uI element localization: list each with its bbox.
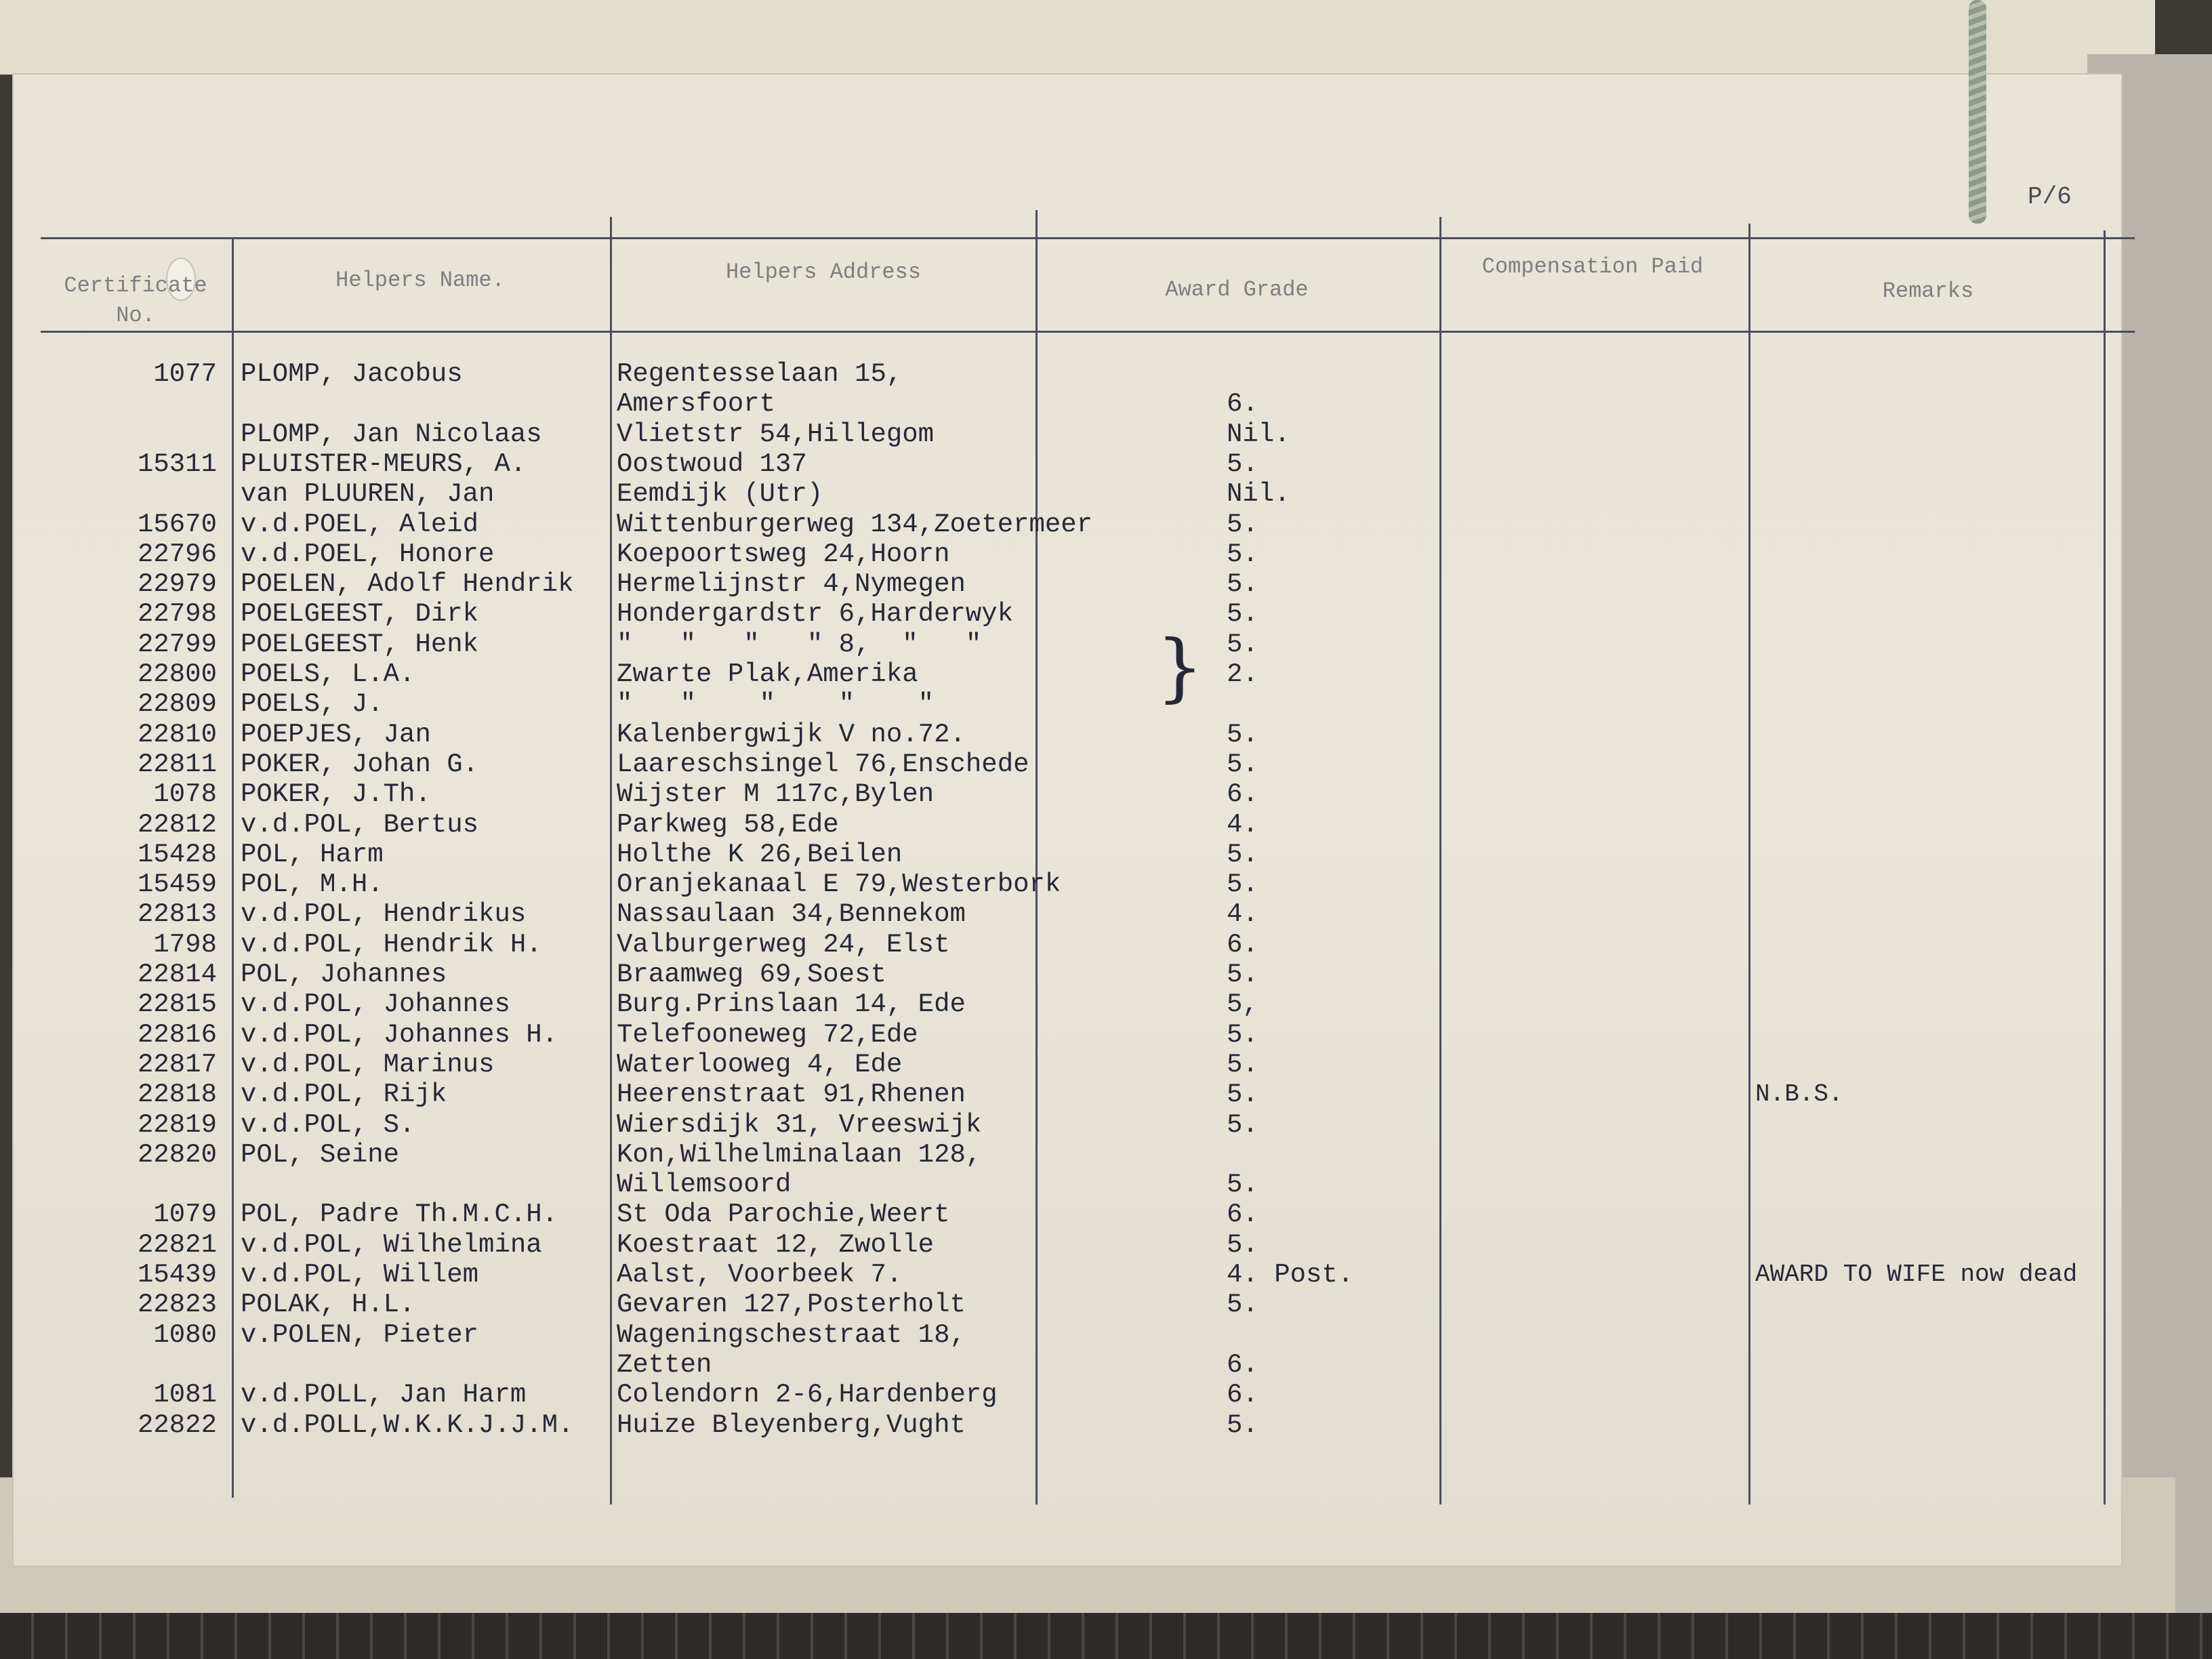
helper-address: Colendorn 2-6,Hardenberg: [617, 1380, 998, 1410]
helper-name: POELEN, Adolf Hendrik: [241, 569, 574, 600]
certificate-number: 22821: [137, 1229, 217, 1260]
helper-address: Waterlooweg 4, Ede: [617, 1049, 903, 1080]
award-grade: 6.: [1227, 1380, 1258, 1410]
helper-name: v.d.POLL,W.K.K.J.J.M.: [241, 1410, 574, 1440]
certificate-number: 22812: [137, 809, 217, 840]
award-grade: 6.: [1227, 779, 1258, 810]
remark-text: AWARD TO WIFE now dead: [1755, 1261, 2078, 1288]
award-grade: 5.: [1227, 960, 1258, 989]
certificate-number: 1080: [153, 1319, 217, 1350]
helper-name: v.d.POL, Bertus: [241, 809, 479, 840]
helper-address: Hondergardstr 6,Harderwyk: [617, 599, 1014, 630]
certificate-number: 22820: [137, 1139, 217, 1170]
page-reference: P/6: [2028, 183, 2072, 211]
helper-name: v.d.POEL, Aleid: [241, 509, 479, 539]
award-grade: 5.: [1227, 1290, 1258, 1320]
award-grade: 5.: [1227, 599, 1258, 630]
award-grade: 5.: [1227, 719, 1258, 750]
helper-name: v.d.POEL, Honore: [241, 539, 495, 569]
certificate-number: 22811: [137, 749, 217, 779]
certificate-number: 22800: [137, 659, 217, 689]
header-top-rule: [41, 237, 2135, 239]
award-grade: 5.: [1227, 869, 1258, 900]
certificate-number: 22813: [137, 899, 217, 930]
helper-address: Vlietstr 54,Hillegom: [617, 419, 935, 449]
award-grade: 5.: [1227, 1080, 1258, 1110]
certificate-number: 22817: [137, 1049, 217, 1080]
certificate-number: 1798: [153, 929, 217, 960]
header-compensation: Compensation Paid: [1481, 254, 1704, 279]
helper-address: Gevaren 127,Posterholt: [617, 1290, 966, 1320]
document-page: [14, 75, 2121, 1565]
award-grade: 4.: [1227, 899, 1258, 930]
certificate-number: 1081: [153, 1380, 217, 1410]
helper-name: v.d.POL, S.: [241, 1109, 415, 1140]
helper-name: POL, M.H.: [241, 869, 384, 900]
helper-name: POL, Harm: [241, 839, 384, 869]
award-grade: 5.: [1227, 1229, 1258, 1260]
helper-address-line2: Willemsoord: [617, 1170, 792, 1200]
award-grade: Nil.: [1227, 419, 1290, 449]
grouping-brace: }: [1156, 623, 1204, 710]
award-grade: 4.: [1227, 809, 1258, 840]
helper-name: POKER, Johan G.: [241, 749, 479, 779]
certificate-number: 22816: [137, 1019, 217, 1050]
helper-address: Regentesselaan 15,: [617, 359, 903, 389]
certificate-number: 22818: [137, 1080, 217, 1110]
certificate-number: 22815: [137, 989, 217, 1020]
helper-name: v.d.POLL, Jan Harm: [241, 1380, 527, 1410]
helper-name: POELGEEST, Henk: [241, 629, 479, 659]
helper-address: St Oda Parochie,Weert: [617, 1200, 950, 1230]
helper-address: Koestraat 12, Zwolle: [617, 1229, 935, 1260]
certificate-number: 22799: [137, 629, 217, 659]
helper-address: Telefooneweg 72,Ede: [617, 1019, 918, 1050]
helper-name: POL, Seine: [241, 1139, 400, 1170]
header-remarks: Remarks: [1882, 279, 1974, 304]
helper-address: Parkweg 58,Ede: [617, 809, 839, 840]
header-address: Helpers Address: [725, 260, 922, 285]
certificate-number: 22823: [137, 1290, 217, 1320]
helper-address: Braamweg 69,Soest: [617, 960, 886, 989]
column-divider-1: [232, 237, 234, 1498]
certificate-number: 22810: [137, 719, 217, 750]
helper-name: v.d.POL, Johannes: [241, 989, 510, 1020]
helper-name: v.POLEN, Pieter: [241, 1319, 479, 1350]
column-divider-3: [1036, 210, 1038, 1504]
helper-address: Oranjekanaal E 79,Westerbork: [617, 869, 1061, 900]
certificate-number: 22798: [137, 599, 217, 630]
helper-name: v.d.POL, Johannes H.: [241, 1019, 558, 1050]
helper-address: Wittenburgerweg 134,Zoetermeer: [617, 509, 1093, 539]
helper-address: Kon,Wilhelminalaan 128,: [617, 1139, 982, 1170]
award-grade: 5.: [1227, 1049, 1258, 1080]
helper-address: Heerenstraat 91,Rhenen: [617, 1080, 966, 1110]
helper-address: Holthe K 26,Beilen: [617, 839, 903, 869]
helper-name: van PLUUREN, Jan: [241, 479, 495, 510]
helper-name: POKER, J.Th.: [241, 779, 431, 810]
certificate-number: 15439: [137, 1260, 217, 1290]
helper-address: Oostwoud 137: [617, 449, 807, 479]
award-grade: 5.: [1227, 569, 1258, 600]
helper-name: v.d.POL, Rijk: [241, 1080, 447, 1110]
helper-address: Nassaulaan 34,Bennekom: [617, 899, 966, 930]
award-grade: 6.: [1227, 389, 1258, 419]
award-grade: 5.: [1227, 1019, 1258, 1050]
header-name: Helpers Name.: [335, 268, 505, 293]
certificate-number: 1078: [153, 779, 217, 810]
award-grade: 5,: [1227, 989, 1258, 1020]
award-grade: 6.: [1227, 929, 1258, 960]
helper-name: v.d.POL, Wilhelmina: [241, 1229, 542, 1260]
column-divider-5: [1748, 224, 1750, 1504]
helper-address: Burg.Prinslaan 14, Ede: [617, 989, 966, 1020]
award-grade: 5.: [1227, 1410, 1258, 1440]
certificate-number: 22796: [137, 539, 217, 569]
certificate-number: 1077: [153, 359, 217, 389]
helper-name: v.d.POL, Willem: [241, 1260, 479, 1290]
back-sheet-top: [0, 0, 2155, 75]
helper-name: PLOMP, Jan Nicolaas: [241, 419, 542, 449]
certificate-number: 15459: [137, 869, 217, 900]
remark-text: N.B.S.: [1755, 1080, 1843, 1109]
certificate-number: 22822: [137, 1410, 217, 1440]
certificate-number: 22819: [137, 1109, 217, 1140]
award-grade: 6.: [1227, 1200, 1258, 1230]
award-grade: 5.: [1227, 1170, 1258, 1200]
helper-address: Eemdijk (Utr): [617, 479, 823, 510]
award-grade: 4. Post.: [1227, 1260, 1354, 1290]
helper-name: POELS, L.A.: [241, 659, 415, 689]
certificate-number: 15670: [137, 509, 217, 539]
helper-address: Koepoortsweg 24,Hoorn: [617, 539, 950, 569]
helper-address: " " " " 8, " ": [617, 629, 982, 659]
certificate-number: 15428: [137, 839, 217, 869]
award-grade: 2.: [1227, 659, 1258, 689]
certificate-number: 22814: [137, 960, 217, 989]
helper-address: Valburgerweg 24, Elst: [617, 929, 950, 960]
certificate-number: 22979: [137, 569, 217, 600]
helper-name: POEPJES, Jan: [241, 719, 431, 750]
helper-address: Huize Bleyenberg,Vught: [617, 1410, 966, 1440]
helper-address: Wiersdijk 31, Vreeswijk: [617, 1109, 982, 1140]
helper-name: PLOMP, Jacobus: [241, 359, 463, 389]
column-divider-4: [1439, 217, 1441, 1504]
helper-address: Wijster M 117c,Bylen: [617, 779, 935, 810]
award-grade: Nil.: [1227, 479, 1290, 510]
helper-name: POL, Padre Th.M.C.H.: [241, 1200, 558, 1230]
helper-address: Kalenbergwijk V no.72.: [617, 719, 966, 750]
award-grade: 5.: [1227, 539, 1258, 569]
helper-name: v.d.POL, Hendrik H.: [241, 929, 542, 960]
helper-name: POELS, J.: [241, 689, 384, 720]
award-grade: 5.: [1227, 449, 1258, 479]
award-grade: 5.: [1227, 839, 1258, 869]
header-certificate: Certificate No.: [64, 273, 207, 328]
binding-string: [1969, 0, 1986, 224]
certificate-number: 22809: [137, 689, 217, 720]
column-divider-2: [610, 217, 612, 1504]
helper-address: Wageningschestraat 18,: [617, 1319, 966, 1350]
helper-name: v.d.POL, Hendrikus: [241, 899, 527, 930]
helper-address: Laareschsingel 76,Enschede: [617, 749, 1029, 779]
helper-address-line2: Zetten: [617, 1349, 712, 1380]
helper-name: POLAK, H.L.: [241, 1290, 415, 1320]
header-bottom-rule: [41, 331, 2135, 333]
certificate-number: 15311: [137, 449, 217, 479]
helper-name: v.d.POL, Marinus: [241, 1049, 495, 1080]
award-grade: 5.: [1227, 1109, 1258, 1140]
award-grade: 5.: [1227, 509, 1258, 539]
header-grade: Award Grade: [1165, 277, 1309, 302]
helper-name: POL, Johannes: [241, 960, 447, 989]
award-grade: 5.: [1227, 629, 1258, 659]
helper-address: " " " " ": [617, 689, 935, 720]
award-grade: 6.: [1227, 1349, 1258, 1380]
award-grade: 5.: [1227, 749, 1258, 779]
certificate-number: 1079: [153, 1200, 217, 1230]
helper-address: Hermelijnstr 4,Nymegen: [617, 569, 966, 600]
helper-name: POELGEEST, Dirk: [241, 599, 479, 630]
helper-address: Aalst, Voorbeek 7.: [617, 1260, 903, 1290]
helper-name: PLUISTER-MEURS, A.: [241, 449, 527, 479]
helper-address-line2: Amersfoort: [617, 389, 776, 419]
column-divider-6: [2104, 230, 2106, 1504]
helper-address: Zwarte Plak,Amerika: [617, 659, 918, 689]
